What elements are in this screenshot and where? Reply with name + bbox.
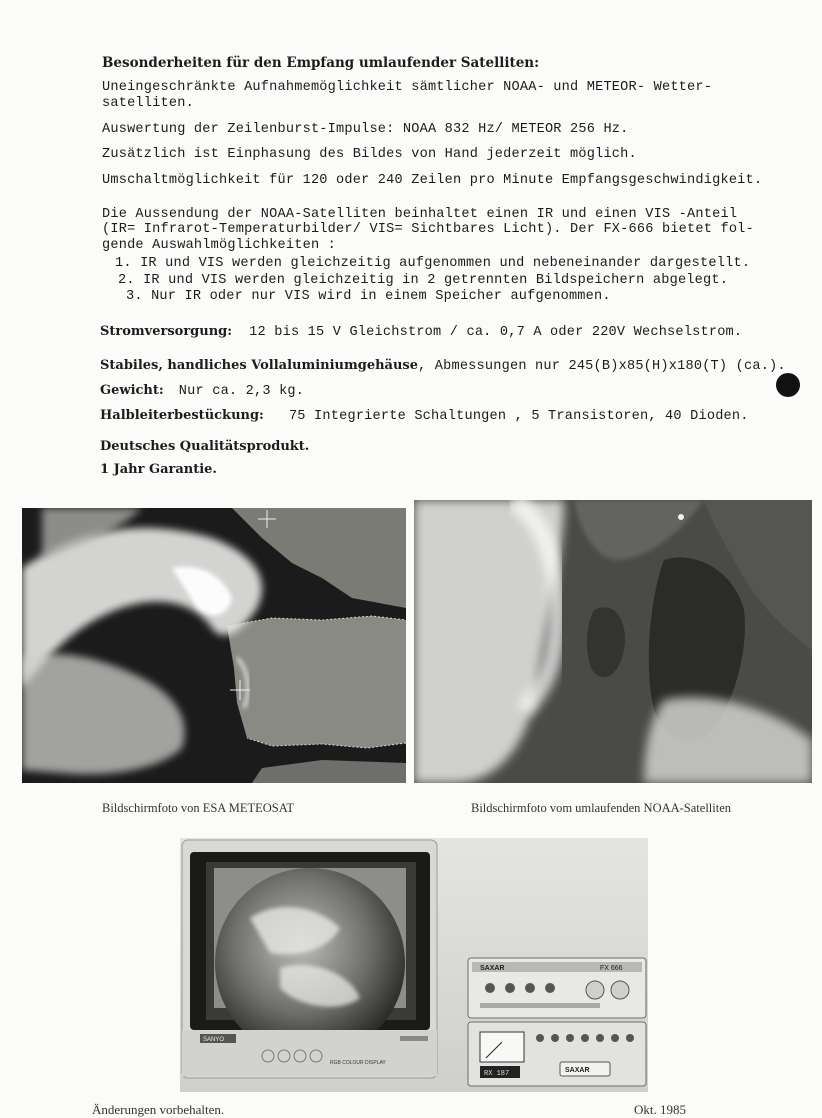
spec-semiconductor-label: Halbleiterbestückung: [100,408,264,423]
list-item: 1. IR und VIS werden gleichzeitig aufgenommen und nebeneinander dargestellt. [115,256,751,271]
quality-note: Deutsches Qualitätsprodukt. [100,439,310,454]
noaa-photo [414,500,812,783]
device-photo [180,838,648,1092]
unit-model-bottom: RX 187 [484,1070,510,1078]
monitor-label: RGB COLOUR DISPLAY [330,1060,386,1066]
monitor-badge: SANYO [203,1037,225,1043]
paragraph-5-line-1: Die Aussendung der NOAA-Satelliten beinhaltet einen IR und einen VIS -Anteil [102,207,738,222]
spec-weight-value: Nur ca. 2,3 kg. [178,384,305,399]
meteosat-photo [22,508,406,783]
spec-semiconductor-value: 75 Integrierte Schaltungen , 5 Transistoren, 40 Dioden. [288,409,749,424]
spec-weight-label: Gewicht: [100,383,164,398]
spec-housing [100,354,786,374]
spec-housing-value: , Abmessungen nur 245(B)x85(H)x180(T) (ca.). [418,359,786,374]
paragraph-4: Umschaltmöglichkeit für 120 oder 240 Zeilen pro Minute Empfangsgeschwindigkeit. [102,173,763,188]
section-heading: Besonderheiten für den Empfang umlaufender Satelliten: [102,55,540,71]
spec-semiconductor [100,404,749,424]
spec-weight [100,379,304,399]
warranty-note: 1 Jahr Garantie. [100,462,217,477]
unit-brand-bottom: SAXAR [565,1067,590,1074]
paragraph-3: Zusätzlich ist Einphasung des Bildes von Hand jederzeit möglich. [102,147,637,162]
paragraph-2: Auswertung der Zeilenburst-Impulse: NOAA 832 Hz/ METEOR 256 Hz. [102,122,629,137]
binder-hole [776,373,800,397]
caption-meteosat: Bildschirmfoto von ESA METEOSAT [102,801,295,815]
list-item: 3. Nur IR oder nur VIS wird in einem Speicher aufgenommen. [126,289,611,304]
spec-housing-label: Stabiles, handliches Vollaluminiumgehäuse [100,358,419,373]
footer-date: Okt. 1985 [634,1102,686,1117]
footer-disclaimer: Änderungen vorbehalten. [92,1102,225,1117]
caption-noaa: Bildschirmfoto vom umlaufenden NOAA-Satelliten [471,801,732,815]
spec-power [100,320,742,340]
paragraph-5-line-2: (IR= Infrarot-Temperaturbilder/ VIS= Sichtbares Licht). Der FX-666 bietet fol- [102,222,754,237]
paragraph-1-line-1: Uneingeschränkte Aufnahmemöglichkeit sämtlicher NOAA- und METEOR- Wetter- [102,80,713,95]
list-item: 2. IR und VIS werden gleichzeitig in 2 getrennten Bildspeichern abgelegt. [118,273,729,288]
spec-power-label: Stromversorgung: [100,324,233,339]
unit-brand-top: SAXAR [480,965,505,972]
unit-model-top: FX 666 [600,965,623,972]
paragraph-1-line-2: satelliten. [102,96,194,111]
spec-power-value: 12 bis 15 V Gleichstrom / ca. 0,7 A oder 220V Wechselstrom. [249,325,743,340]
paragraph-5-line-3: gende Auswahlmöglichkeiten : [102,238,337,253]
